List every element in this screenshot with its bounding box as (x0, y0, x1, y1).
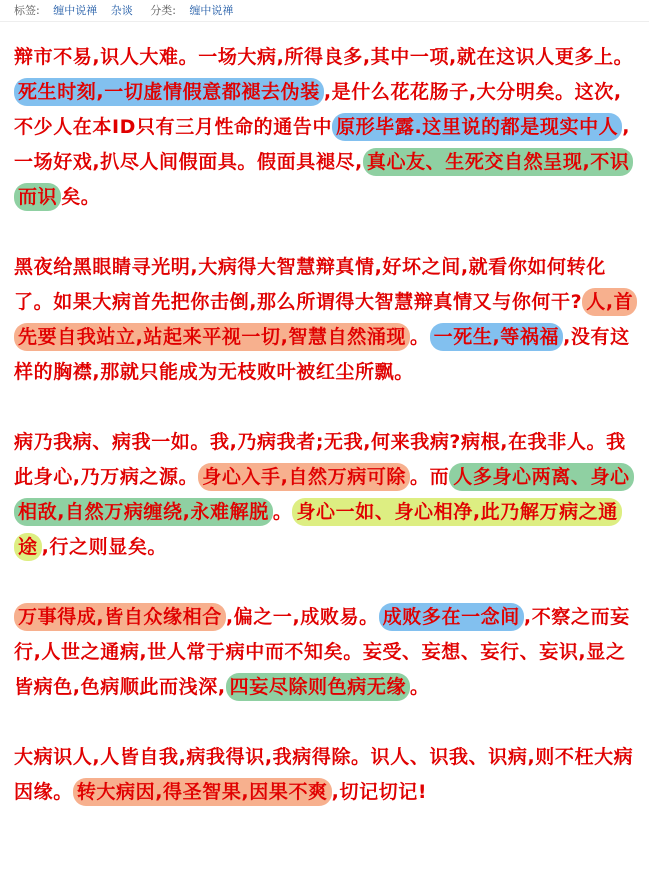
text-segment: ,没有这样的胸襟,那就只能成为无枝败叶被红尘所飘。 (14, 326, 630, 383)
highlighted-phrase: 身心入手,自然万病可除 (198, 463, 410, 491)
highlighted-phrase: 万事得成,皆自众缘相合 (14, 603, 226, 631)
article-paragraph (14, 600, 634, 705)
text-segment: 辩市不易,识人大难。一场大病,所得良多,其中一项,就在这识人更多上。 (14, 46, 634, 68)
highlighted-phrase: 四妄尽除则色病无缘 (226, 673, 410, 701)
tag-link[interactable]: 杂谈 (110, 4, 133, 17)
text-segment: 。 (410, 676, 430, 698)
article-paragraph (14, 250, 634, 390)
highlighted-phrase: 转大病因,得圣智果,因果不爽 (73, 778, 332, 806)
article-meta-bar (0, 0, 649, 22)
text-segment: 病乃我病、病我一如。我,乃病我者;无我,何来我病?病根,在我非人。我此身心,乃万病之源。 (14, 431, 626, 488)
highlighted-phrase: 身心一如、身心相净,此乃解万病之通途 (14, 498, 622, 561)
text-segment: 。 (410, 326, 430, 348)
text-segment: 大病识人,人皆自我,病我得识,我病得除。识人、识我、识病,则不枉大病因缘。 (14, 746, 634, 803)
article-body (14, 40, 634, 845)
text-segment: 矣。 (61, 186, 101, 208)
highlighted-phrase: 人多身心两离、身心相敌,自然万病缠绕,永难解脱 (14, 463, 634, 526)
text-segment: ,切记切记! (331, 781, 428, 803)
text-segment: ,偏之一,成败易。 (225, 606, 379, 628)
text-segment: ,行之则显矣。 (41, 536, 168, 558)
text-segment: 黑夜给黑眼睛寻光明,大病得大智慧辩真情,好坏之间,就看你如何转化了。如果大病首先把你击倒,那么所谓得大智慧辩真情又与你何干? (14, 256, 606, 313)
highlighted-phrase: 成败多在一念间 (379, 603, 524, 631)
highlighted-phrase: 真心友、生死交自然呈现,不识而识 (14, 148, 633, 211)
category-label: 分类: (150, 4, 176, 17)
article-paragraph (14, 740, 634, 810)
text-segment: ,不察之而妄行,人世之通病,世人常于病中而不知矣。妄受、妄想、妄行、妄识,显之皆病色,色病顺此而浅深, (14, 606, 630, 698)
text-segment: 。 (272, 501, 293, 523)
tag-link[interactable]: 缠中说禅 (53, 4, 98, 17)
text-segment: ,是什么花花肠子,大分明矣。这次,不少人在本ID只有三月性命的通告中 (14, 81, 622, 138)
highlighted-phrase: 一死生,等祸福 (430, 323, 563, 351)
highlighted-phrase: 人,首先要自我站立,站起来平视一切,智慧自然涌现 (14, 288, 637, 351)
highlighted-phrase: 原形毕露.这里说的都是现实中人 (332, 113, 622, 141)
text-segment: ,一场好戏,扒尽人间假面具。假面具褪尽, (14, 116, 631, 173)
article-paragraph (14, 40, 634, 215)
highlighted-phrase: 死生时刻,一切虚情假意都褪去伪装 (14, 78, 324, 106)
tags-label: 标签: (14, 4, 40, 17)
text-segment: 。而 (410, 466, 450, 488)
article-paragraph (14, 425, 634, 565)
category-link[interactable]: 缠中说禅 (189, 4, 234, 17)
